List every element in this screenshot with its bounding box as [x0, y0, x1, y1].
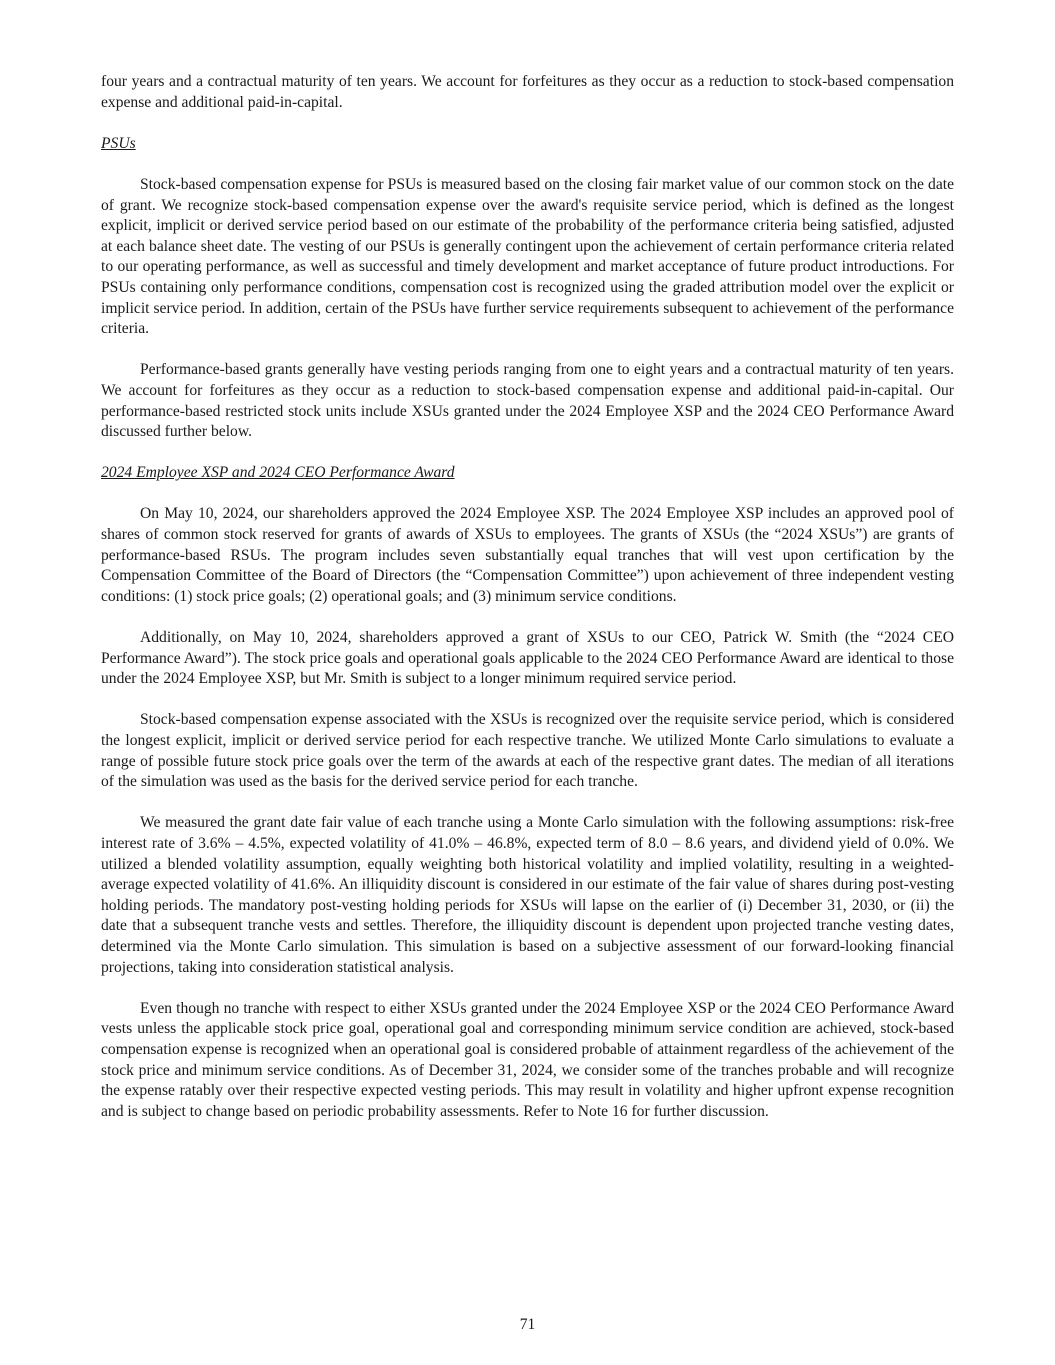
document-body — [101, 72, 954, 1143]
paragraph-tranche-probability: Even though no tranche with respect to either XSUs granted under the 2024 Employee XSP or the 2024 CEO Performance Award vests unless the applicable stock price goal, operational goal and corresponding minimum service condition are achieved, stock-based compensation expense is recognized when an operational goal is considered probable of attainment regardless of the achievement of the stock price and minimum service conditions. As of December 31, 2024, we consider some of the tranches probable and will recognize the expense ratably over their respective expected vesting periods. This may result in volatility and higher upfront expense recognition and is subject to change based on periodic probability assessments. Refer to Note 16 for further discussion. — [101, 999, 954, 1120]
paragraph-psu-expense: Stock-based compensation expense for PSUs is measured based on the closing fair market value of our common stock on the date of grant. We recognize stock-based compensation expense over the award's requisite service period, which is defined as the longest explicit, implicit or derived service period based on our estimate of the probability of the performance criteria being satisfied, adjusted at each balance sheet date. The vesting of our PSUs is generally contingent upon the achievement of certain performance criteria related to our operating performance, as well as successful and timely development and market acceptance of future product introductions. For PSUs containing only performance conditions, compensation cost is recognized using the graded attribution model over the explicit or implicit service period. In addition, certain of the PSUs have further service requirements subsequent to achievement of the performance criteria. — [101, 175, 954, 338]
continuation-paragraph: four years and a contractual maturity of ten years. We account for forfeitures as they occur as a reduction to stock-based compensation expense and additional paid-in-capital. — [101, 73, 954, 111]
paragraph-ceo-award: Additionally, on May 10, 2024, shareholders approved a grant of XSUs to our CEO, Patrick W. Smith (the “2024 CEO Performance Award”). The stock price goals and operational goals applicable to the 2024 CEO Performance Award are identical to those under the 2024 Employee XSP, but Mr. Smith is subject to a longer minimum required service period. — [101, 629, 954, 688]
section-heading-xsp: 2024 Employee XSP and 2024 CEO Performance Award — [101, 464, 455, 482]
paragraph-xsu-expense: Stock-based compensation expense associated with the XSUs is recognized over the requisite service period, which is considered the longest explicit, implicit or derived service period for each respective tranche. We utilized Monte Carlo simulations to evaluate a range of possible future stock price goals over the term of the awards at each of the respective grant dates. The median of all iterations of the simulation was used as the basis for the derived service period for each tranche. — [101, 711, 954, 791]
section-heading-psus: PSUs — [101, 134, 136, 152]
paragraph-employee-xsp: On May 10, 2024, our shareholders approved the 2024 Employee XSP. The 2024 Employee XSP includes an approved pool of shares of common stock reserved for grants of awards of XSUs to employees. The grants of XSUs (the “2024 XSUs”) are grants of performance-based RSUs. The program includes seven substantially equal tranches that will vest upon certification by the Compensation Committee of the Board of Directors (the “Compensation Committee”) upon achievement of three independent vesting conditions: (1) stock price goals; (2) operational goals; and (3) minimum service conditions. — [101, 505, 954, 605]
page-number: 71 — [519, 1316, 536, 1333]
paragraph-performance-grants: Performance-based grants generally have vesting periods ranging from one to eight years and a contractual maturity of ten years. We account for forfeitures as they occur as a reduction to stock-based compensation expense and additional paid-in-capital. Our performance-based restricted stock units include XSUs granted under the 2024 Employee XSP and the 2024 CEO Performance Award discussed further below. — [101, 361, 954, 441]
paragraph-monte-carlo: We measured the grant date fair value of each tranche using a Monte Carlo simulation with the following assumptions: risk-free interest rate of 3.6% – 4.5%, expected volatility of 41.0% – 46.8%, expected term of 8.0 – 8.6 years, and dividend yield of 0.0%. We utilized a blended volatility assumption, equally weighting both historical volatility and implied volatility, resulting in a weighted-average expected volatility of 41.6%. An illiquidity discount is considered in our estimate of the fair value of shares during post-vesting holding periods. The mandatory post-vesting holding periods for XSUs will lapse on the earlier of (i) December 31, 2030, or (ii) the date that a subsequent tranche vests and settles. Therefore, the illiquidity discount is dependent upon projected tranche vesting dates, determined via the Monte Carlo simulation. This simulation is based on a subjective assessment of our forward-looking financial projections, taking into consideration statistical analysis. — [101, 814, 954, 976]
